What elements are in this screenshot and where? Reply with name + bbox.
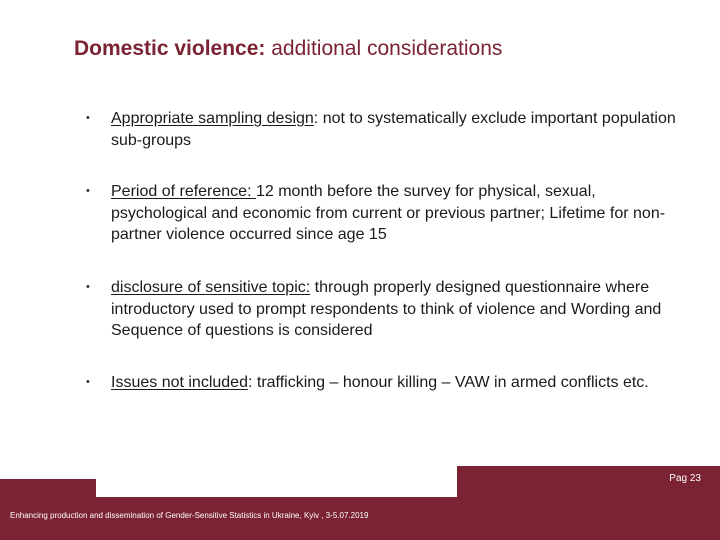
bullet-rest: : trafficking – honour killing – VAW in armed conflicts etc. [247,374,649,391]
bullet-lead: Appropriate sampling design [111,110,314,127]
slide-title-strong: Domestic violence: [74,37,266,60]
bullet-dot: • [86,112,90,124]
slide-title-rest: additional considerations [265,37,503,60]
bullet-dot: • [86,376,90,388]
bullet-rest: through properly designed questionnaire where introductory used to prompt respondents to think of violence and Wording and Sequence of questions is considered [111,279,662,339]
bullet-text [111,277,676,342]
footer-caption: Enhancing production and dissemination of Gender-Sensitive Statistics in Ukraine, Kyiv , 3-5.07.2019 [10,511,369,520]
slide-title [74,37,502,61]
bullet-rest: 12 month before the survey for physical, sexual, psychological and economic from current or previous partner; Lifetime for non-partner violence occurred since age 15 [111,183,666,243]
bullet-lead: Period of reference: [111,183,256,200]
bullet-dot: • [86,185,90,197]
page-number: Pag 23 [669,473,701,484]
bullet-text [111,108,676,151]
bullet-lead: Issues not included [111,374,248,391]
bullet-text [111,181,676,246]
bullet-rest: : not to systematically exclude important population sub-groups [111,110,676,149]
footer-accent-tab [0,479,96,499]
bullet-lead: disclosure of sensitive topic: [111,279,311,296]
bullet-text [111,372,676,394]
bullet-dot: • [86,281,90,293]
footer-page-block [457,466,720,506]
